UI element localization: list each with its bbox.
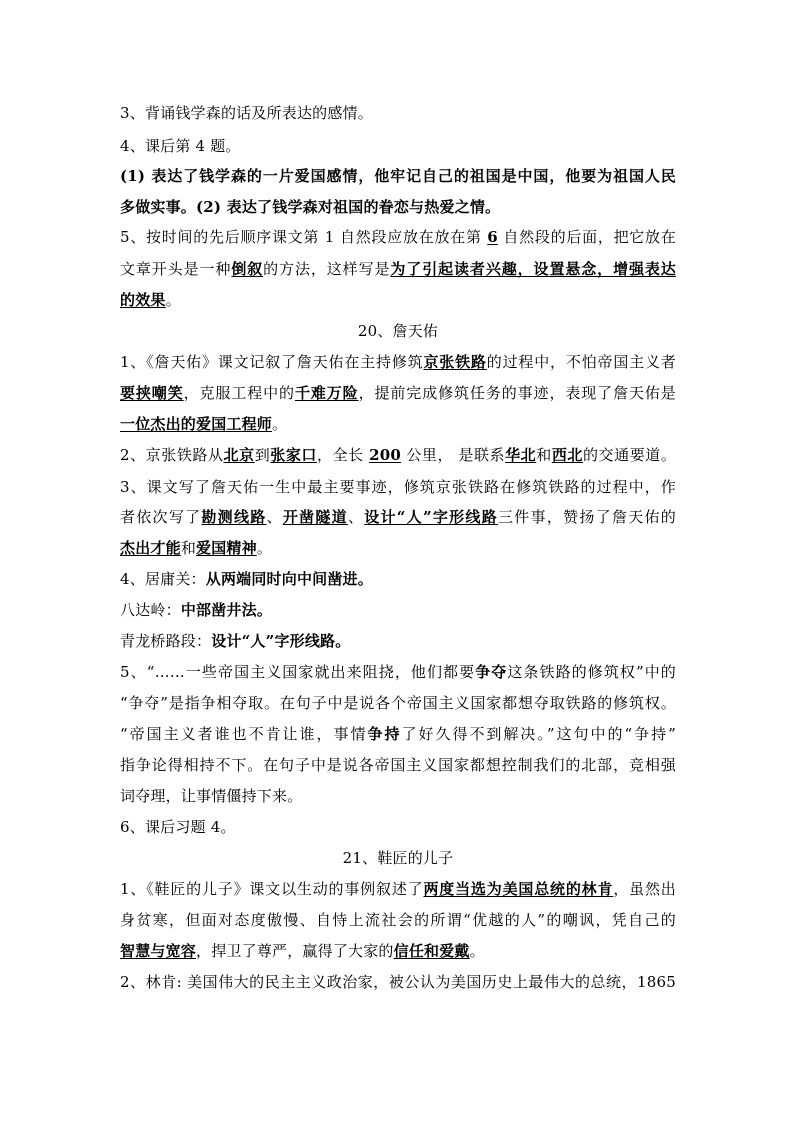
- text-run: 3、背诵钱学森的话及所表达的感情。: [120, 104, 373, 122]
- text-line: [120, 383, 676, 403]
- emphasis-text: 要挟嘲笑: [120, 384, 184, 402]
- emphasis-text: 多做实事。(2) 表达了钱学森对祖国的眷恋与热爱之情。: [120, 198, 501, 216]
- text-line: [120, 166, 676, 186]
- text-run: ，全长: [317, 446, 370, 464]
- emphasis-text: 信任和爱戴: [393, 942, 470, 960]
- text-run: 的过程中，不怕帝国主义者: [486, 353, 676, 371]
- text-run: 、: [266, 508, 283, 526]
- emphasis-text: 争持: [367, 725, 402, 743]
- text-run: 20、詹天佑: [357, 322, 439, 340]
- text-run: 。: [165, 291, 181, 309]
- text-line: [120, 197, 676, 217]
- emphasis-text: 倒叙: [231, 260, 264, 278]
- text-line: [120, 755, 676, 775]
- text-line: [120, 507, 676, 527]
- text-run: 和: [536, 446, 552, 464]
- text-line: [120, 879, 676, 899]
- text-run: 2、林肯: 美国伟大的民主主义政治家，被公认为美国历史上最伟大的总统，1865: [120, 973, 676, 991]
- emphasis-text: 中部凿井法。: [180, 601, 273, 619]
- text-run: 和: [180, 539, 197, 557]
- emphasis-text: 的效果: [120, 291, 166, 309]
- text-line: [120, 786, 676, 806]
- text-run: 4、课后第 4 题。: [120, 137, 241, 155]
- emphasis-text: 开凿隧道: [282, 508, 348, 526]
- text-line: [120, 941, 676, 961]
- emphasis-text: 争夺: [475, 663, 508, 681]
- text-run: 的方法，这样写是: [263, 260, 391, 278]
- text-run: 青龙桥路段：: [120, 632, 212, 650]
- emphasis-text: 为了引起读者兴趣，设置悬念，增强表达: [390, 260, 676, 278]
- text-line: [120, 724, 676, 744]
- text-line: [120, 538, 676, 558]
- text-run: 6、课后习题 4。: [120, 818, 236, 836]
- text-run: 1、《鞋匠的儿子》课文以生动的事例叙述了: [120, 880, 424, 898]
- emphasis-text: 杰出才能: [120, 539, 181, 557]
- emphasis-text: 两度当选为美国总统的林肯: [423, 880, 614, 898]
- text-line: [120, 352, 676, 372]
- text-line: [120, 259, 676, 279]
- text-run: “帝国主义者谁也不肯让谁，事情: [120, 725, 368, 743]
- text-line: [120, 569, 676, 589]
- text-line: [120, 103, 676, 123]
- text-run: 公里， 是联系: [400, 446, 506, 464]
- text-run: 到: [254, 446, 271, 464]
- text-line: [120, 662, 676, 682]
- text-run: 5、“……一些帝国主义国家就出来阻挠，他们都要: [120, 663, 476, 681]
- text-line: [120, 290, 676, 310]
- text-run: ，克服工程中的: [183, 384, 295, 402]
- text-run: 三件事，赞扬了詹天佑的: [498, 508, 676, 526]
- text-line: [120, 631, 676, 651]
- emphasis-text: (1) 表达了钱学森的一片爱国感情，他牢记自己的祖国是中国，他要为祖国人民: [120, 167, 676, 185]
- emphasis-text: 京张铁路: [423, 353, 487, 371]
- emphasis-text: 从两端同时向中间凿进。: [205, 570, 373, 588]
- text-run: 的交通要道。: [582, 446, 677, 464]
- text-run: 八达岭：: [120, 601, 181, 619]
- text-run: 1、《詹天佑》课文记叙了詹天佑在主持修筑: [120, 353, 424, 371]
- emphasis-text: 千难万险: [294, 384, 359, 402]
- text-run: 2、京张铁路从: [120, 446, 224, 464]
- section-heading: [120, 848, 676, 868]
- text-line: [120, 414, 676, 434]
- text-run: 这条铁路的修筑权”中的: [507, 663, 676, 681]
- emphasis-text: 6: [487, 228, 498, 246]
- text-run: 了好久得不到解决。”这句中的“争持”: [401, 725, 676, 743]
- section-heading: [120, 321, 676, 341]
- text-run: 文章开头是一种: [120, 260, 232, 278]
- text-run: 。: [256, 539, 273, 557]
- emphasis-text: 智慧与宽容: [120, 942, 197, 960]
- emphasis-text: 设计“人”字形线路。: [211, 632, 351, 650]
- text-run: 21、鞋匠的儿子: [342, 849, 454, 867]
- text-run: 词夺理，让事情僵持下来。: [120, 787, 303, 805]
- text-run: ，虽然出: [613, 880, 676, 898]
- emphasis-text: 北京: [223, 446, 255, 464]
- text-run: 身贫寒，但面对态度傲慢、自恃上流社会的所谓“优越的人”的嘲讽，凭自己的: [120, 911, 676, 929]
- text-line: [120, 910, 676, 930]
- text-line: [120, 136, 676, 156]
- emphasis-text: 200: [369, 446, 401, 464]
- text-run: 指争论得相持不下。在句子中是说各帝国主义国家都想控制我们的北部，竞相强: [120, 756, 676, 774]
- emphasis-text: 张家口: [270, 446, 317, 464]
- emphasis-text: 华北: [505, 446, 537, 464]
- text-run: ，捍卫了尊严，赢得了大家的: [196, 942, 394, 960]
- text-line: [120, 227, 676, 247]
- emphasis-text: 西北: [551, 446, 583, 464]
- text-run: 3、课文写了詹天佑一生中最主要事迹，修筑京张铁路在修筑铁路的过程中，作: [120, 478, 676, 496]
- text-run: 。: [469, 942, 485, 960]
- text-run: 、: [347, 508, 365, 526]
- text-run: 自然段的后面，把它放在: [497, 228, 677, 246]
- emphasis-text: 勘测线路: [201, 508, 267, 526]
- text-line: [120, 693, 676, 713]
- text-line: [120, 817, 676, 837]
- text-run: 4、居庸关：: [120, 570, 206, 588]
- text-line: [120, 600, 676, 620]
- text-run: “争夺”是指争相夺取。在句子中是说各个帝国主义国家都想夺取铁路的修筑权。: [120, 694, 676, 712]
- text-run: 5、按时间的先后顺序课文第 1 自然段应放在放在第: [120, 228, 488, 246]
- text-line: [120, 477, 676, 497]
- text-line: [120, 445, 676, 465]
- text-run: 者依次写了: [120, 508, 202, 526]
- text-run: ，提前完成修筑任务的事迹，表现了詹天佑是: [358, 384, 676, 402]
- text-run: 。: [272, 415, 288, 433]
- emphasis-text: 爱国精神: [196, 539, 257, 557]
- emphasis-text: 设计“人”字形线路: [364, 508, 498, 526]
- emphasis-text: 一位杰出的爱国工程师: [120, 415, 273, 433]
- text-line: [120, 972, 676, 992]
